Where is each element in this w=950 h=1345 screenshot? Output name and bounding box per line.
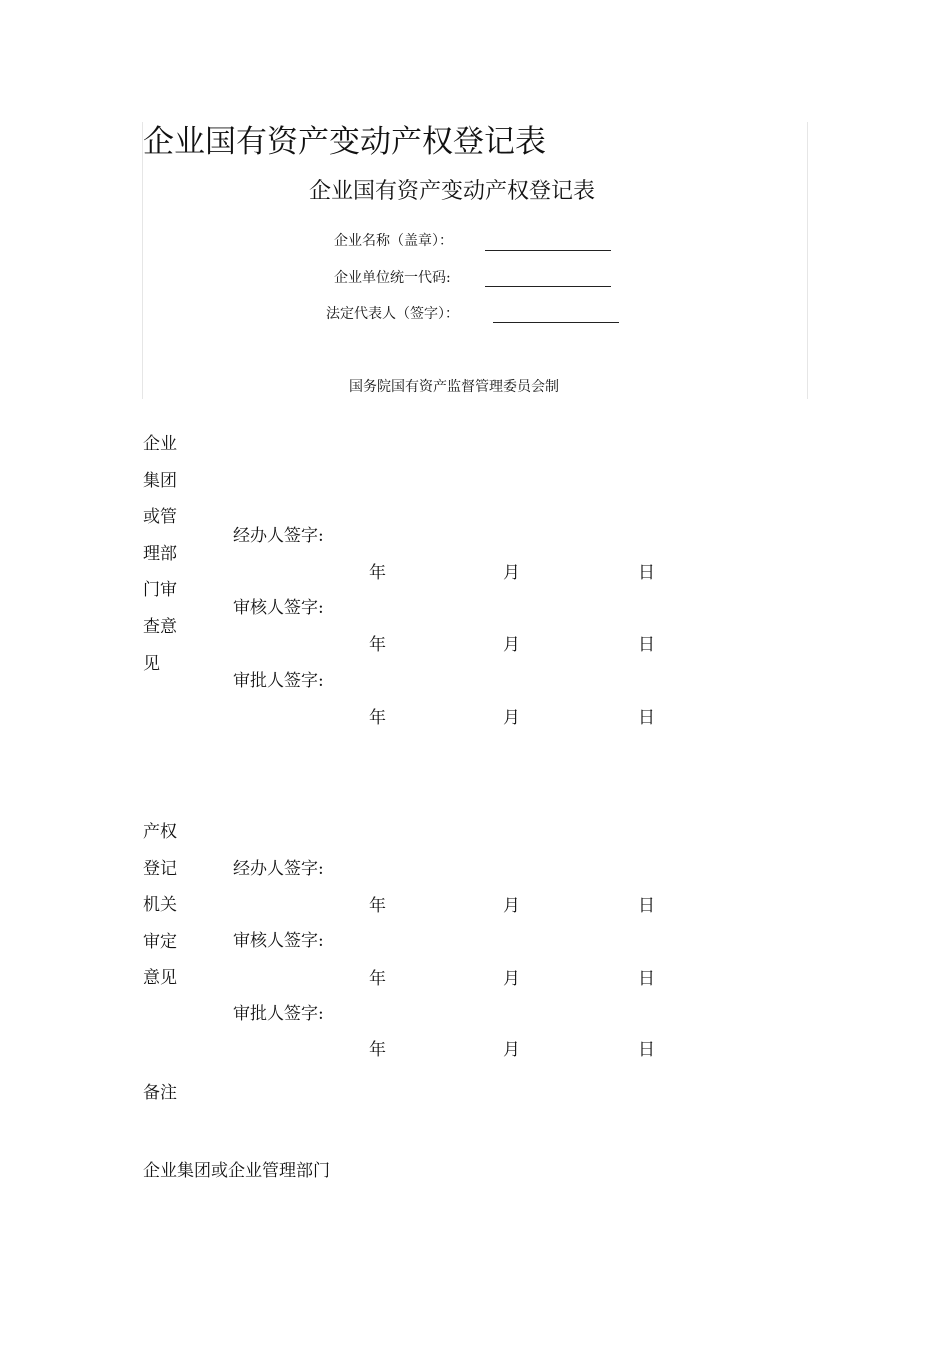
registry-review-side-label: 产权登记机关审定意见 <box>143 822 177 989</box>
issuer-text: 国务院国有资产监督管理委员会制 <box>349 379 559 395</box>
remarks-label: 备注 <box>143 1083 177 1103</box>
registry-reviewer-signature-label: 审核人签字: <box>233 931 324 951</box>
date-year: 年 <box>369 969 386 989</box>
date-month: 月 <box>503 1040 520 1060</box>
date-day: 日 <box>638 1040 655 1060</box>
date-day: 日 <box>638 969 655 989</box>
legal-representative-field[interactable] <box>493 322 619 323</box>
group-approver-signature-label: 审批人签字: <box>233 671 324 691</box>
group-review-side-label: 企业集团或管理部门审查意见 <box>143 434 177 674</box>
date-day: 日 <box>638 896 655 916</box>
date-month: 月 <box>503 896 520 916</box>
date-year: 年 <box>369 1040 386 1060</box>
date-year: 年 <box>369 708 386 728</box>
unit-code-label: 企业单位统一代码: <box>334 270 451 286</box>
date-day: 日 <box>638 635 655 655</box>
date-year: 年 <box>369 896 386 916</box>
company-name-field[interactable] <box>485 250 611 251</box>
page-title: 企业国有资产变动产权登记表 <box>143 124 546 160</box>
cover-title: 企业国有资产变动产权登记表 <box>309 179 596 204</box>
footer-section-label: 企业集团或企业管理部门 <box>143 1161 330 1181</box>
date-month: 月 <box>503 708 520 728</box>
company-name-label: 企业名称（盖章）： <box>334 233 453 249</box>
group-reviewer-signature-label: 审核人签字: <box>233 598 324 618</box>
registry-approver-signature-label: 审批人签字: <box>233 1004 324 1024</box>
date-year: 年 <box>369 635 386 655</box>
group-handler-signature-label: 经办人签字: <box>233 526 324 546</box>
date-day: 日 <box>638 708 655 728</box>
legal-representative-label: 法定代表人（签字）： <box>326 306 459 322</box>
date-year: 年 <box>369 563 386 583</box>
unit-code-field[interactable] <box>485 286 611 287</box>
date-day: 日 <box>638 563 655 583</box>
date-month: 月 <box>503 635 520 655</box>
date-month: 月 <box>503 969 520 989</box>
cover-frame <box>142 122 808 399</box>
date-month: 月 <box>503 563 520 583</box>
registry-handler-signature-label: 经办人签字: <box>233 859 324 879</box>
